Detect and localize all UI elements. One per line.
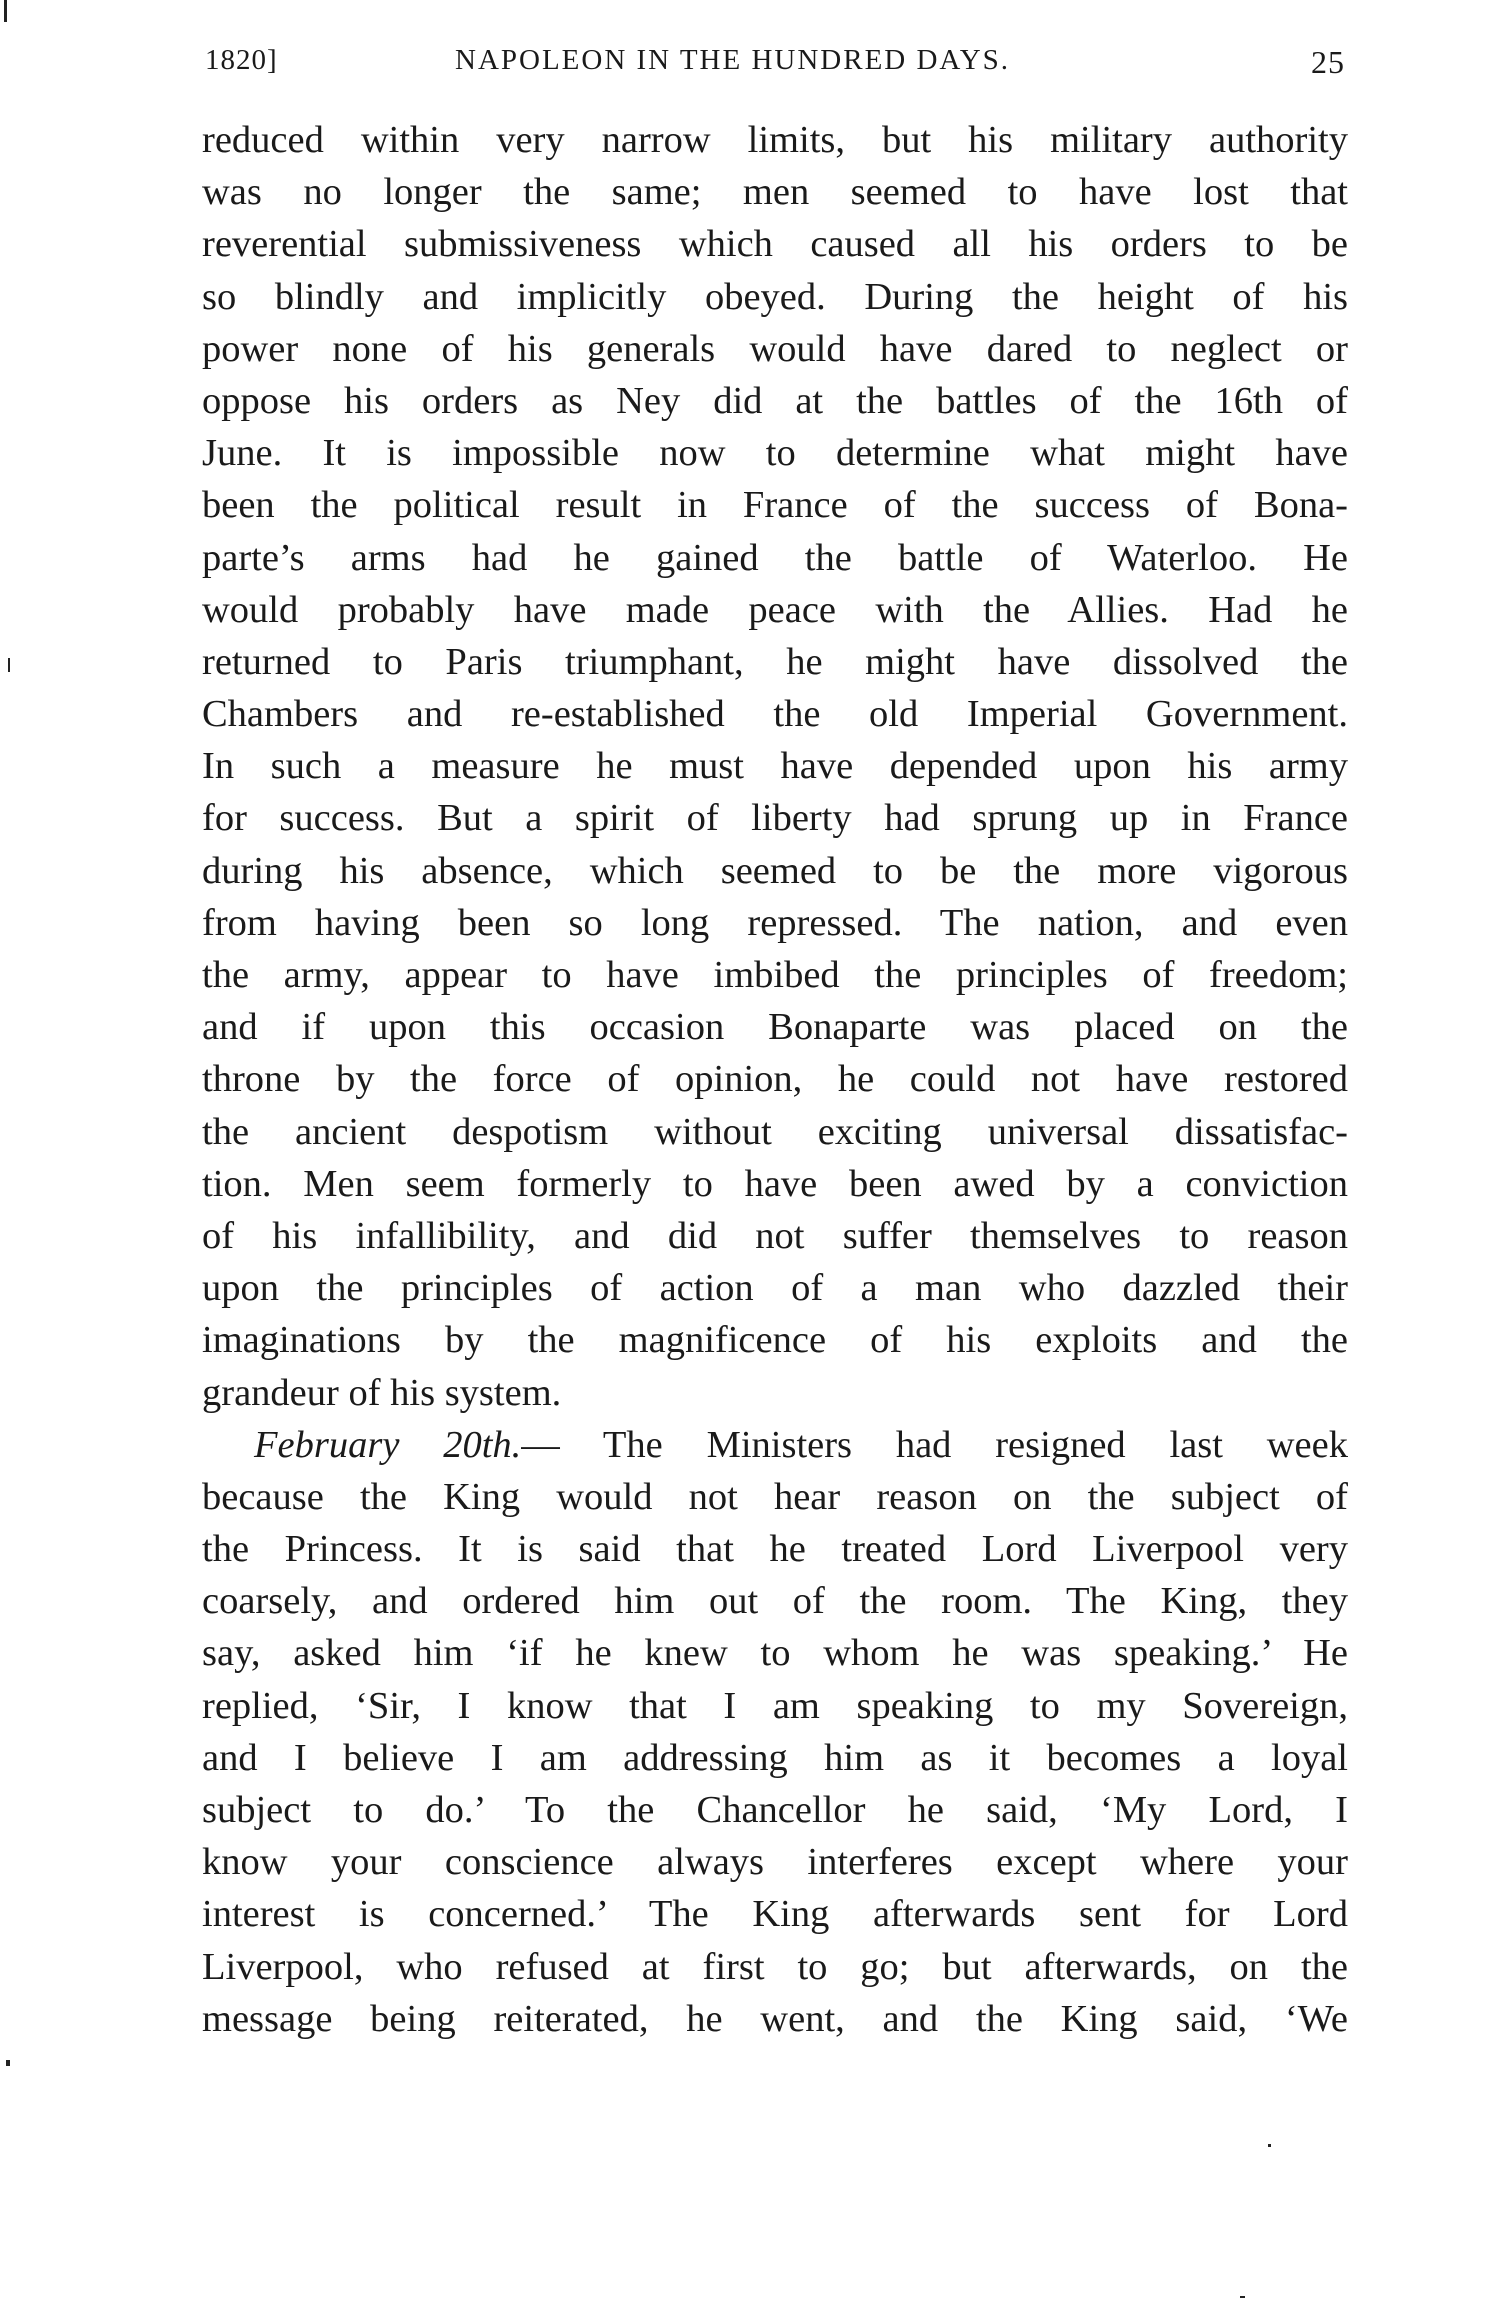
entry-first-line — [202, 1419, 1348, 1471]
text-line: reverential submissiveness which caused all his orders to be — [202, 223, 1348, 266]
text-line: tion. Men seem formerly to have been awed by a conviction — [202, 1162, 1348, 1205]
text-line: would probably have made peace with the Allies. Had he — [202, 588, 1348, 631]
text-line: throne by the force of opinion, he could not have restored — [202, 1058, 1348, 1101]
body-text — [202, 114, 1348, 2045]
page-number: 25 — [1311, 44, 1345, 80]
entry-date: February 20th. — [254, 1423, 522, 1466]
text-line: Chambers and re-established the old Imperial Government. — [202, 693, 1348, 736]
text-line: been the political result in France of the success of Bona- — [202, 484, 1348, 527]
text-line: so blindly and implicitly obeyed. During the height of his — [202, 275, 1348, 318]
scan-mark — [8, 658, 10, 672]
text-line: and I believe I am addressing him as it becomes a loyal — [202, 1736, 1348, 1779]
scan-mark — [4, 0, 7, 22]
scan-mark — [1240, 2296, 1245, 2298]
running-head-title: NAPOLEON IN THE HUNDRED DAYS. — [455, 44, 1011, 76]
text-line: June. It is impossible now to determine what might have — [202, 432, 1348, 475]
text-line: of his infallibility, and did not suffer themselves to reason — [202, 1214, 1348, 1257]
text-line: because the King would not hear reason on the subject of — [202, 1475, 1348, 1518]
text-line: was no longer the same; men seemed to have lost that — [202, 171, 1348, 214]
text-line: replied, ‘Sir, I know that I am speaking to my Sovereign, — [202, 1684, 1348, 1727]
entry-first-line-text: — The Ministers had resigned last week — [521, 1423, 1348, 1466]
text-line: power none of his generals would have dared to neglect or — [202, 327, 1348, 370]
text-line: for success. But a spirit of liberty had sprung up in France — [202, 797, 1348, 840]
text-line: from having been so long repressed. The nation, and even — [202, 901, 1348, 944]
text-line: message being reiterated, he went, and the King said, ‘We — [202, 1997, 1348, 2040]
text-line: oppose his orders as Ney did at the battles of the 16th of — [202, 379, 1348, 422]
text-line: In such a measure he must have depended upon his army — [202, 745, 1348, 788]
running-head-year: 1820] — [205, 44, 278, 76]
text-line: say, asked him ‘if he knew to whom he was speaking.’ He — [202, 1632, 1348, 1675]
text-line: upon the principles of action of a man who dazzled their — [202, 1267, 1348, 1310]
text-line: the Princess. It is said that he treated Lord Liverpool very — [202, 1528, 1348, 1571]
text-line: the army, appear to have imbibed the principles of freedom; — [202, 954, 1348, 996]
text-line: imaginations by the magnificence of his exploits and the — [202, 1319, 1348, 1362]
text-line: during his absence, which seemed to be the more vigorous — [202, 849, 1348, 892]
text-line: reduced within very narrow limits, but his military authority — [202, 119, 1348, 161]
text-line: returned to Paris triumphant, he might have dissolved the — [202, 640, 1348, 683]
text-line: the ancient despotism without exciting universal dissatisfac- — [202, 1110, 1348, 1153]
text-line: and if upon this occasion Bonaparte was placed on the — [202, 1006, 1348, 1049]
text-line: know your conscience always interferes except where your — [202, 1841, 1348, 1884]
running-head — [205, 44, 1345, 84]
text-line: parte’s arms had he gained the battle of Waterloo. He — [202, 536, 1348, 579]
scan-mark — [6, 2060, 10, 2066]
text-line: Liverpool, who refused at first to go; but afterwards, on the — [202, 1945, 1348, 1988]
text-line: grandeur of his system. — [202, 1371, 562, 1414]
text-line: coarsely, and ordered him out of the room. The King, they — [202, 1580, 1348, 1623]
scan-mark — [1268, 2144, 1271, 2147]
text-line: interest is concerned.’ The King afterwards sent for Lord — [202, 1893, 1348, 1936]
text-line: subject to do.’ To the Chancellor he said, ‘My Lord, I — [202, 1789, 1348, 1831]
